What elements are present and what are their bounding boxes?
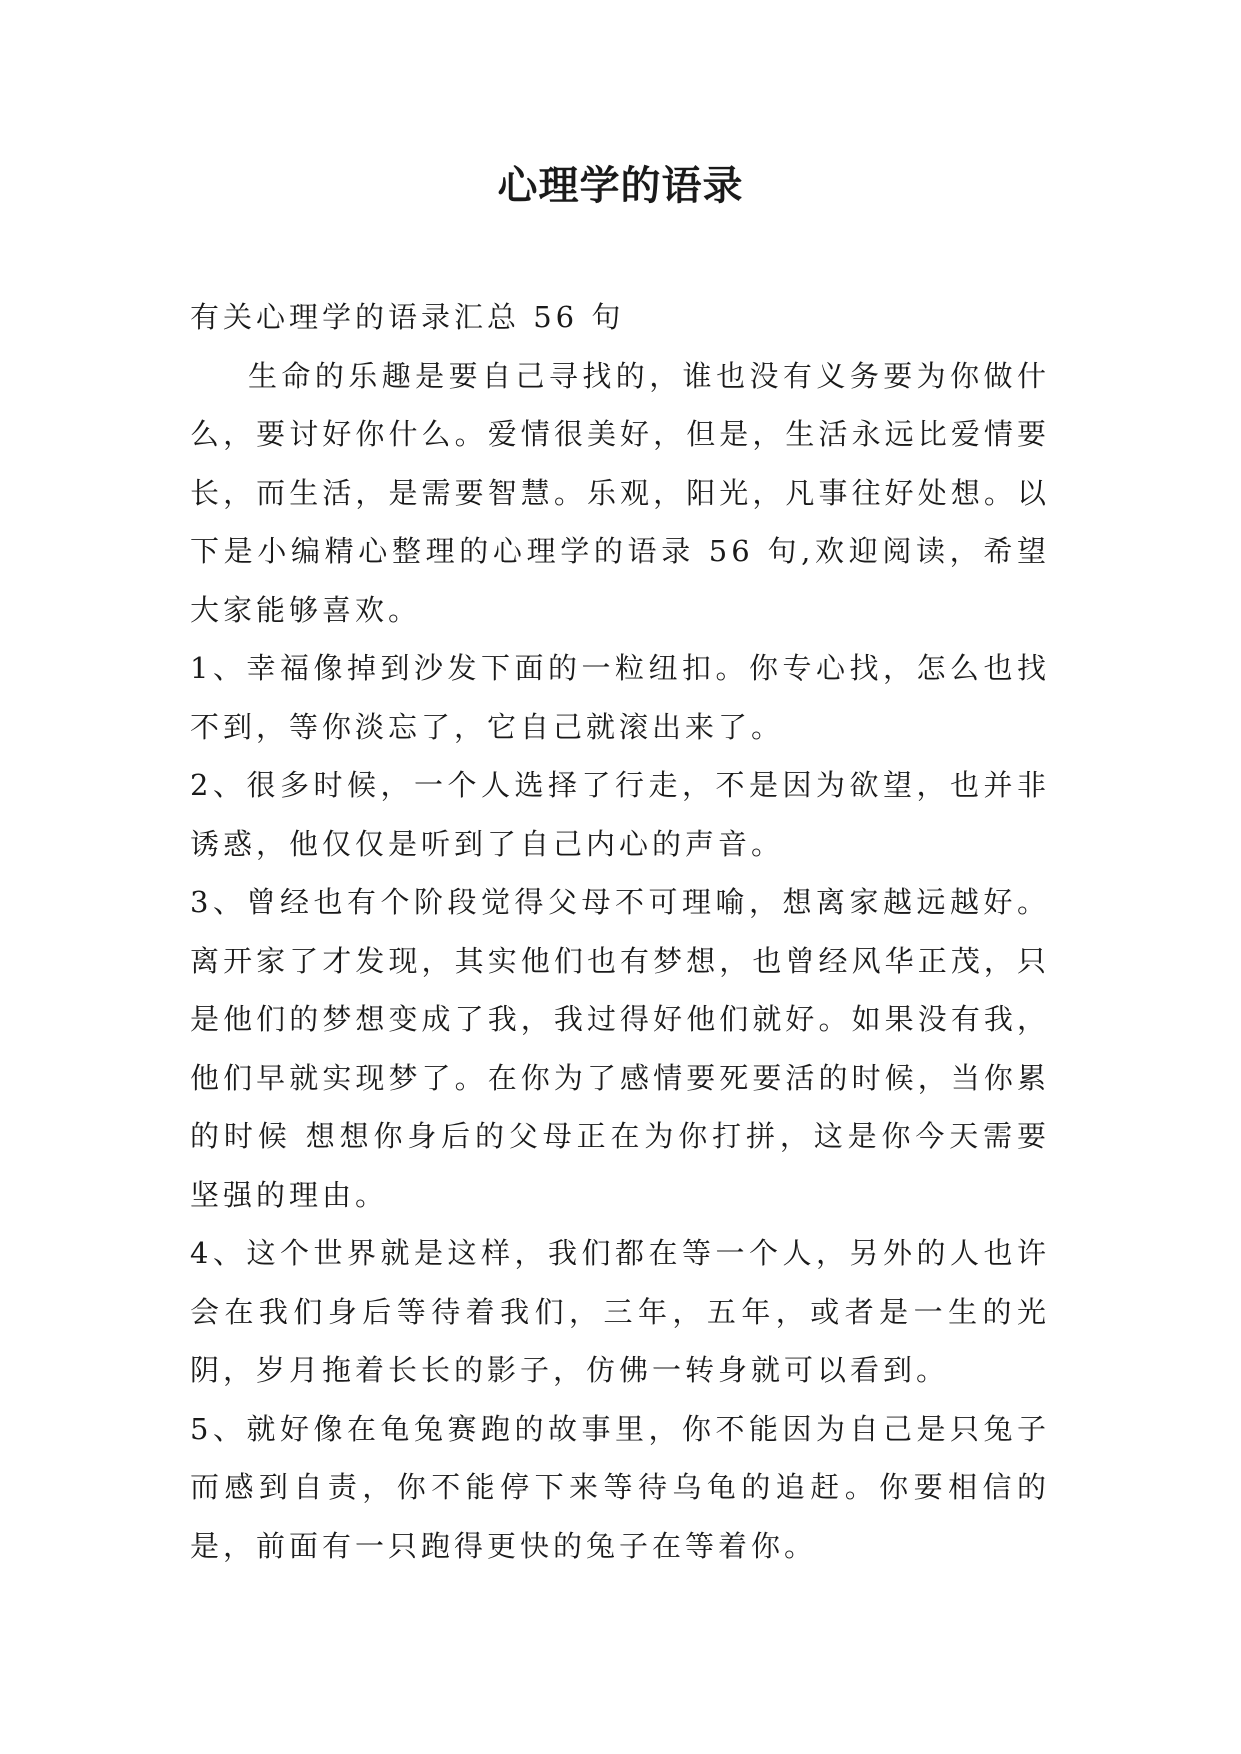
quote-item: 1、幸福像掉到沙发下面的一粒纽扣。你专心找，怎么也找不到，等你淡忘了，它自己就滚出来了。 — [190, 651, 1050, 744]
intro-paragraph: 生命的乐趣是要自己寻找的，谁也没有义务要为你做什么，要讨好你什么。爱情很美好，但是，生活永远比爱情要长，而生活，是需要智慧。乐观，阳光，凡事往好处想。以下是小编精心整理的心理学的语录 56 句,欢迎阅读，希望大家能够喜欢。 — [190, 358, 1050, 627]
quote-item: 3、曾经也有个阶段觉得父母不可理喻，想离家越远越好。离开家了才发现，其实他们也有梦想，也曾经风华正茂，只是他们的梦想变成了我，我过得好他们就好。如果没有我，他们早就实现梦了。在你为了感情要死要活的时候，当你累的时候 想想你身后的父母正在为你打拼，这是你今天需要坚强的理由。 — [190, 885, 1050, 1212]
quote-item: 2、很多时候，一个人选择了行走，不是因为欲望，也并非诱惑，他仅仅是听到了自己内心的声音。 — [190, 768, 1050, 861]
document-body — [190, 288, 1050, 1575]
quote-item: 4、这个世界就是这样，我们都在等一个人，另外的人也许会在我们身后等待着我们，三年，五年，或者是一生的光阴，岁月拖着长长的影子，仿佛一转身就可以看到。 — [190, 1236, 1050, 1387]
document-title: 心理学的语录 — [497, 162, 744, 209]
document-subtitle: 有关心理学的语录汇总 56 句 — [190, 300, 625, 334]
quote-item: 5、就好像在龟兔赛跑的故事里，你不能因为自己是只兔子而感到自责，你不能停下来等待乌龟的追赶。你要相信的是，前面有一只跑得更快的兔子在等着你。 — [190, 1411, 1050, 1563]
